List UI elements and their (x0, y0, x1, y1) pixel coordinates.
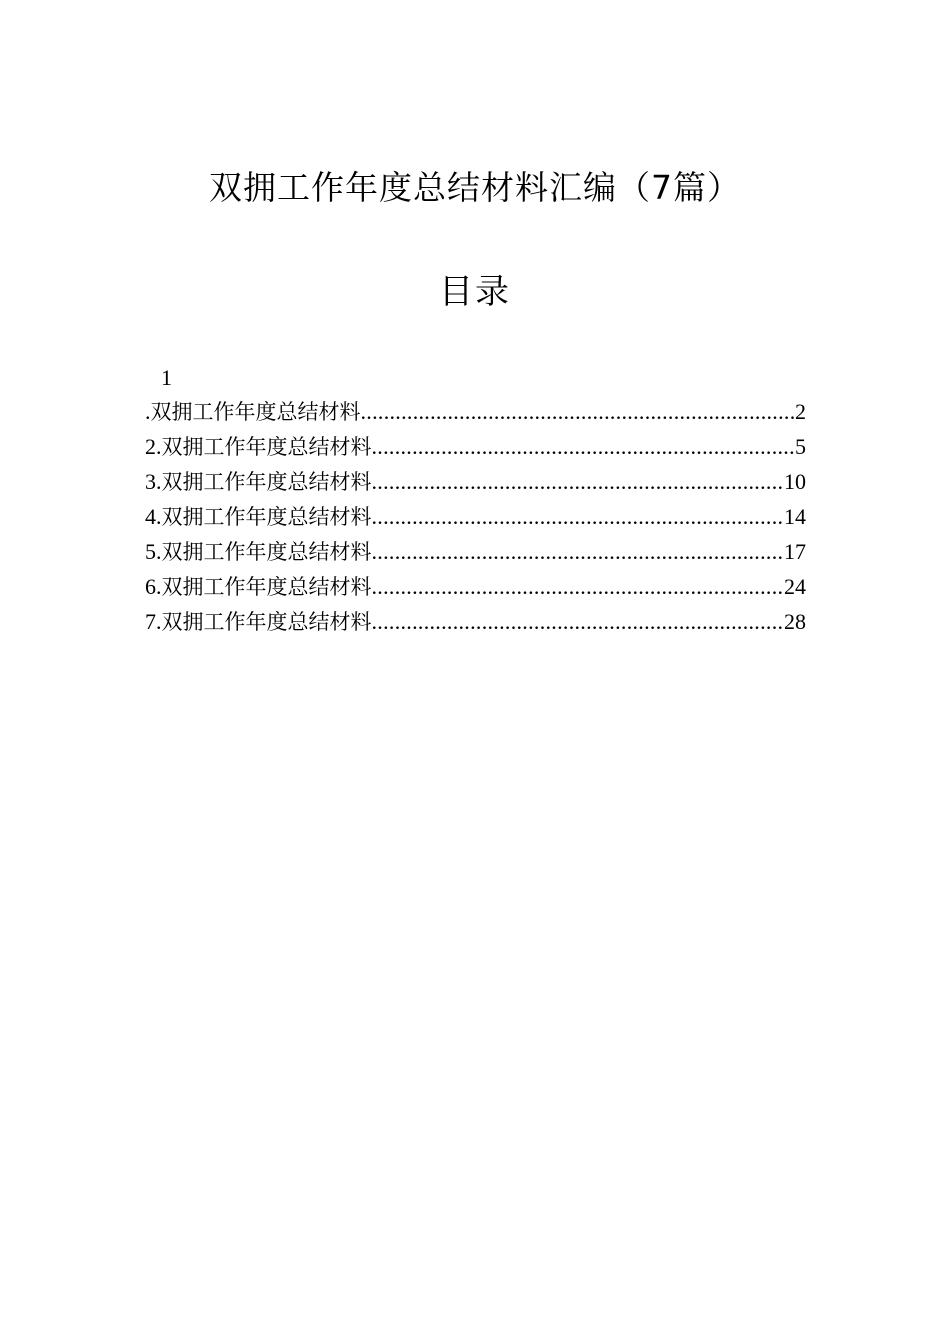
toc-entry[interactable] (145, 464, 806, 499)
toc-entry-number: . (145, 399, 151, 424)
toc-entry[interactable] (145, 499, 806, 534)
toc-entry-label: 双拥工作年度总结材料 (161, 470, 372, 494)
toc-entry[interactable] (145, 394, 806, 429)
toc-entry-number: 5. (145, 539, 162, 564)
toc-dot-leader (372, 499, 784, 534)
toc-entry-page: 10 (784, 469, 806, 494)
toc-entry-label: 双拥工作年度总结材料 (161, 505, 372, 529)
toc-entry[interactable] (145, 429, 806, 464)
toc-first-entry-number: 1 (161, 365, 172, 390)
toc-entry-number: 4. (145, 504, 162, 529)
toc-entry-label: 双拥工作年度总结材料 (150, 400, 361, 424)
toc-dot-leader (372, 604, 784, 639)
toc-entry[interactable] (145, 534, 806, 569)
toc-entry-page: 2 (795, 399, 806, 424)
toc-heading: 目录 (439, 272, 511, 312)
toc-dot-leader (372, 429, 795, 464)
toc-entry-number: 3. (145, 469, 162, 494)
toc-entry-number: 7. (145, 609, 162, 634)
toc-entry-page: 14 (784, 504, 806, 529)
toc-entry-page: 17 (784, 539, 806, 564)
toc-dot-leader (372, 464, 784, 499)
toc-entry-label: 双拥工作年度总结材料 (161, 435, 372, 459)
toc-entry-label: 双拥工作年度总结材料 (161, 575, 372, 599)
toc-entry[interactable] (145, 569, 806, 604)
toc-entry-page: 28 (784, 609, 806, 634)
toc-dot-leader (361, 394, 795, 429)
toc-dot-leader (372, 569, 784, 604)
table-of-contents (145, 362, 806, 639)
toc-dot-leader (372, 534, 784, 569)
toc-entry-page: 5 (795, 434, 806, 459)
toc-entry-number: 2. (145, 434, 162, 459)
toc-entry-page: 24 (784, 574, 806, 599)
document-title: 双拥工作年度总结材料汇编（7篇） (209, 168, 741, 207)
toc-entry-number: 6. (145, 574, 162, 599)
toc-entry[interactable] (145, 604, 806, 639)
toc-entry-label: 双拥工作年度总结材料 (161, 540, 372, 564)
toc-entry-label: 双拥工作年度总结材料 (161, 610, 372, 634)
